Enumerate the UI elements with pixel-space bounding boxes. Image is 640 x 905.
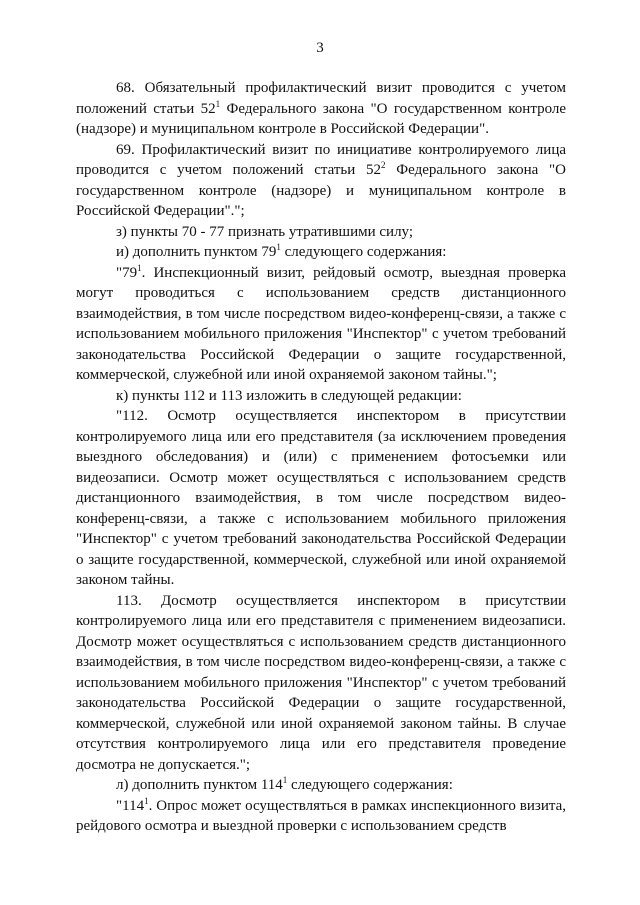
document-body [76, 78, 566, 837]
paragraph-item-l: л) дополнить пунктом $114^1$ следующего содержания: [116, 775, 453, 793]
paragraph-114-1: "$114^1$. Опрос может осуществляться в рамках инспекционного визита, рейдового осмотра и выездной проверки с использованием средств [76, 795, 566, 834]
page-number: 3 [316, 40, 324, 56]
paragraph-79-1: "$79^1$. Инспекционный визит, рейдовый осмотр, выездная проверка могут проводиться с использованием средств дистанционного взаимодействия, в том числе посредством видео-конференц-связи, а также с использованием мобильного приложения "Инспектор" с учетом требований законодательства Российской Федерации о защите государственной, коммерческой, служебной или иной охраняемой законом тайны."; [76, 262, 566, 383]
paragraph-item-z: з) пункты 70 - 77 признать утратившими силу; [116, 223, 414, 240]
paragraph-69: 69. Профилактический визит по инициативе контролируемого лица проводится с учетом положений статьи $52^2$ Федерального закона "О государственном контроле (надзоре) и муниципальном контроле в Российской Федерации"."; [76, 141, 567, 219]
paragraph-item-k: к) пункты 112 и 113 изложить в следующей редакции: [116, 387, 462, 404]
paragraph-68: 68. Обязательный профилактический визит проводится с учетом положений статьи $52^1$ Федерального закона "О государственном контроле (надзоре) и муниципальном контроле в Российской Федерации". [76, 80, 567, 137]
paragraph-113: 113. Досмотр осуществляется инспектором в присутствии контролируемого лица или его представителя с применением видеозаписи. Досмотр может осуществляться с использованием средств дистанционного взаимодействия, в том числе посредством видео-конференц-связи, а также с использованием мобильного приложения "Инспектор" с учетом требований законодательства Российской Федерации о защите государственной, коммерческой, служебной или иной охраняемой законом тайны. В случае отсутствия контролируемого лица или его представителя проведение досмотра не допускается."; [76, 592, 566, 773]
paragraph-112: "112. Осмотр осуществляется инспектором в присутствии контролируемого лица или его представителя (за исключением проведения выездного обследования) и (или) с применением фотосъемки или видеозаписи. Осмотр может осуществляться с использованием средств дистанционного взаимодействия, в том числе посредством видео-конференц-связи, а также с использованием мобильного приложения "Инспектор" с учетом требований законодательства Российской Федерации о защите государственной, коммерческой, служебной или иной охраняемой законом тайны. [76, 408, 566, 588]
paragraph-item-i: и) дополнить пунктом $79^1$ следующего содержания: [116, 242, 447, 260]
